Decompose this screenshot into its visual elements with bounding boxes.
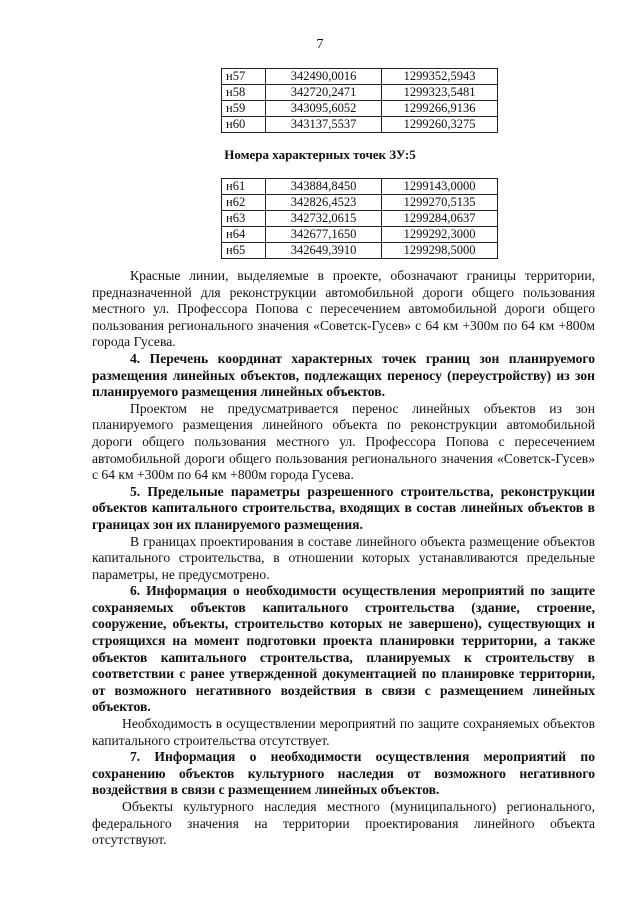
coord-x: 342826,4523 [266,195,382,211]
section-4-heading: 4. Перечень координат характерных точек границ зон планируемого размещения линейных объектов, подлежащих переносу (переустройству) из зон планируемого размещения линейных объектов. [92,350,595,400]
section-5-heading: 5. Предельные параметры разрешенного строительства, реконструкции объектов капитального строительства, входящих в состав линейных объектов в границах зон их планируемого размещения. [92,483,595,532]
point-id: н62 [222,195,266,211]
coord-x: 342677,1650 [266,227,382,243]
table-row [222,179,498,195]
paragraph-limit-parameters: В границах проектирования в составе линейного объекта размещение объектов капитального строительства, в отношении которых устанавливаются предельные параметры, не предусмотрено. [92,533,595,582]
coord-x: 343095,6052 [266,101,382,117]
point-id: н58 [222,85,266,101]
coord-y: 1299323,5481 [382,85,498,101]
point-id: н64 [222,227,266,243]
coord-y: 1299266,9136 [382,101,498,117]
table-row [222,101,498,117]
coord-x: 343884,8450 [266,179,382,195]
table-row [222,243,498,259]
table-row [222,195,498,211]
coord-x: 342732,0615 [266,211,382,227]
coord-y: 1299143,0000 [382,179,498,195]
table-row [222,227,498,243]
table-row [222,85,498,101]
paragraph-no-relocation: Проектом не предусматривается перенос линейных объектов из зон планируемого размещения линейного объекта по реконструкции автомобильной дороги общего пользования местного ул. Профессора Попова с пересечением автомобильной дороги общего пользования регионального значения «Советск-Гусев» с 64 км +300м по 64 км +800м города Гусева. [92,400,595,483]
point-id: н60 [222,117,266,133]
coordinates-table-1 [221,68,498,133]
point-id: н57 [222,69,266,85]
coord-y: 1299270,5135 [382,195,498,211]
section-7-heading: 7. Информация о необходимости осуществления мероприятий по сохранению объектов культурного наследия от возможного негативного воздействия в связи с размещением линейных объектов. [92,749,595,798]
paragraph-red-lines: Красные линии, выделяемые в проекте, обозначают границы территории, предназначенной для реконструкции автомобильной дороги общего пользования местного ул. Профессора Попова с пересечением автомобильной дороги общего пользования регионального значения «Советск-Гусев» с 64 км +300м по 64 км +800м города Гусева. [92,268,595,350]
coord-x: 342649,3910 [266,243,382,259]
coord-x: 343137,5537 [266,117,382,133]
table-row [222,69,498,85]
table-row [222,211,498,227]
coord-y: 1299352,5943 [382,69,498,85]
point-id: н59 [222,101,266,117]
point-id: н61 [222,179,266,195]
paragraph-protection-measures: Необходимость в осуществлении мероприятий по защите сохраняемых объектов капитального строительства отсутствует. [92,716,595,748]
coord-x: 342720,2471 [266,85,382,101]
coord-y: 1299284,0637 [382,211,498,227]
table-row [222,117,498,133]
point-id: н63 [222,211,266,227]
paragraph-cultural-heritage: Объекты культурного наследия местного (муниципального) регионального, федерального значения на территории проектирования линейного объекта отсутствуют. [92,799,595,848]
coord-y: 1299260,3275 [382,117,498,133]
coord-x: 342490,0016 [266,69,382,85]
point-id: н65 [222,243,266,259]
page-number: 7 [316,37,324,52]
coordinates-table-2 [221,178,498,259]
section-6-heading: 6. Информация о необходимости осуществления мероприятий по защите сохраняемых объектов капитального строительства (здание, строение, сооружение, объекты, строительство которых не завершено), существующих и строящихся на момент подготовки проекта планировки территории, а также объектов капитального строительства, планируемых к строительству в соответствии с ранее утвержденной документацией по планировке территории, от возможного негативного воздействия в связи с размещением линейных объектов. [92,583,595,715]
coord-y: 1299292,3000 [382,227,498,243]
table-2-title: Номера характерных точек ЗУ:5 [224,147,416,162]
document-body [92,268,595,849]
coord-y: 1299298,5000 [382,243,498,259]
